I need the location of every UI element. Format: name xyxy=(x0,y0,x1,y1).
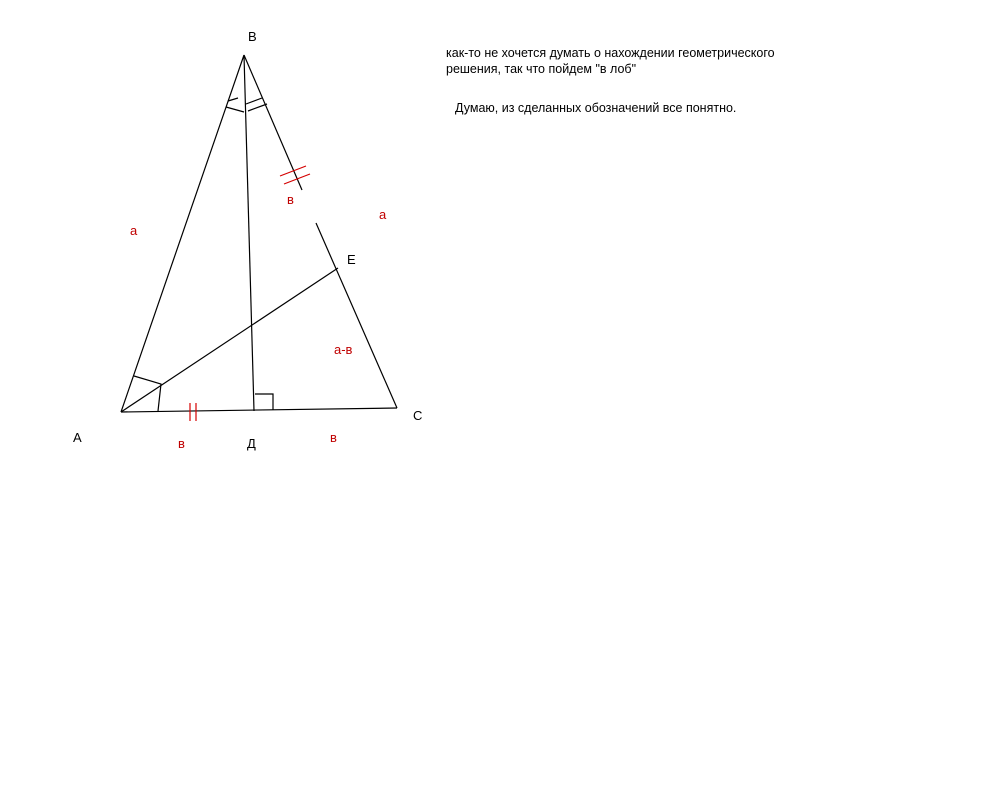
segment-label-be: в xyxy=(287,192,294,207)
vertex-label-b: В xyxy=(248,29,257,44)
angle-mark-b-right-2 xyxy=(248,104,267,111)
right-angle-marker xyxy=(255,394,273,410)
side-bc-lower xyxy=(316,223,397,408)
vertex-label-e: Е xyxy=(347,252,356,267)
bisector-ae xyxy=(121,268,338,412)
vertex-label-a: А xyxy=(73,430,82,445)
angle-mark-b-left-2 xyxy=(226,107,244,112)
segment-label-ab: а xyxy=(130,223,138,238)
segment-label-dc: в xyxy=(330,430,337,445)
side-ab xyxy=(121,55,244,412)
side-ac xyxy=(121,408,397,412)
angle-mark-b-right xyxy=(246,98,262,104)
segment-label-bc: а xyxy=(379,207,387,222)
side-bc-upper xyxy=(244,55,302,190)
note-line-3: Думаю, из сделанных обозначений все понятно. xyxy=(455,101,737,115)
vertex-label-d: Д xyxy=(247,436,256,451)
segment-label-ec: а-в xyxy=(334,342,353,357)
tick-be-2 xyxy=(284,174,310,184)
note-line-1: как-то не хочется думать о нахождении геометрического xyxy=(446,46,775,60)
note-line-2: решения, так что пойдем "в лоб" xyxy=(446,62,637,76)
segment-label-ad: в xyxy=(178,436,185,451)
vertex-label-c: С xyxy=(413,408,423,423)
altitude-bd xyxy=(244,55,254,411)
angle-mark-a xyxy=(134,376,161,411)
tick-be-1 xyxy=(280,166,306,176)
